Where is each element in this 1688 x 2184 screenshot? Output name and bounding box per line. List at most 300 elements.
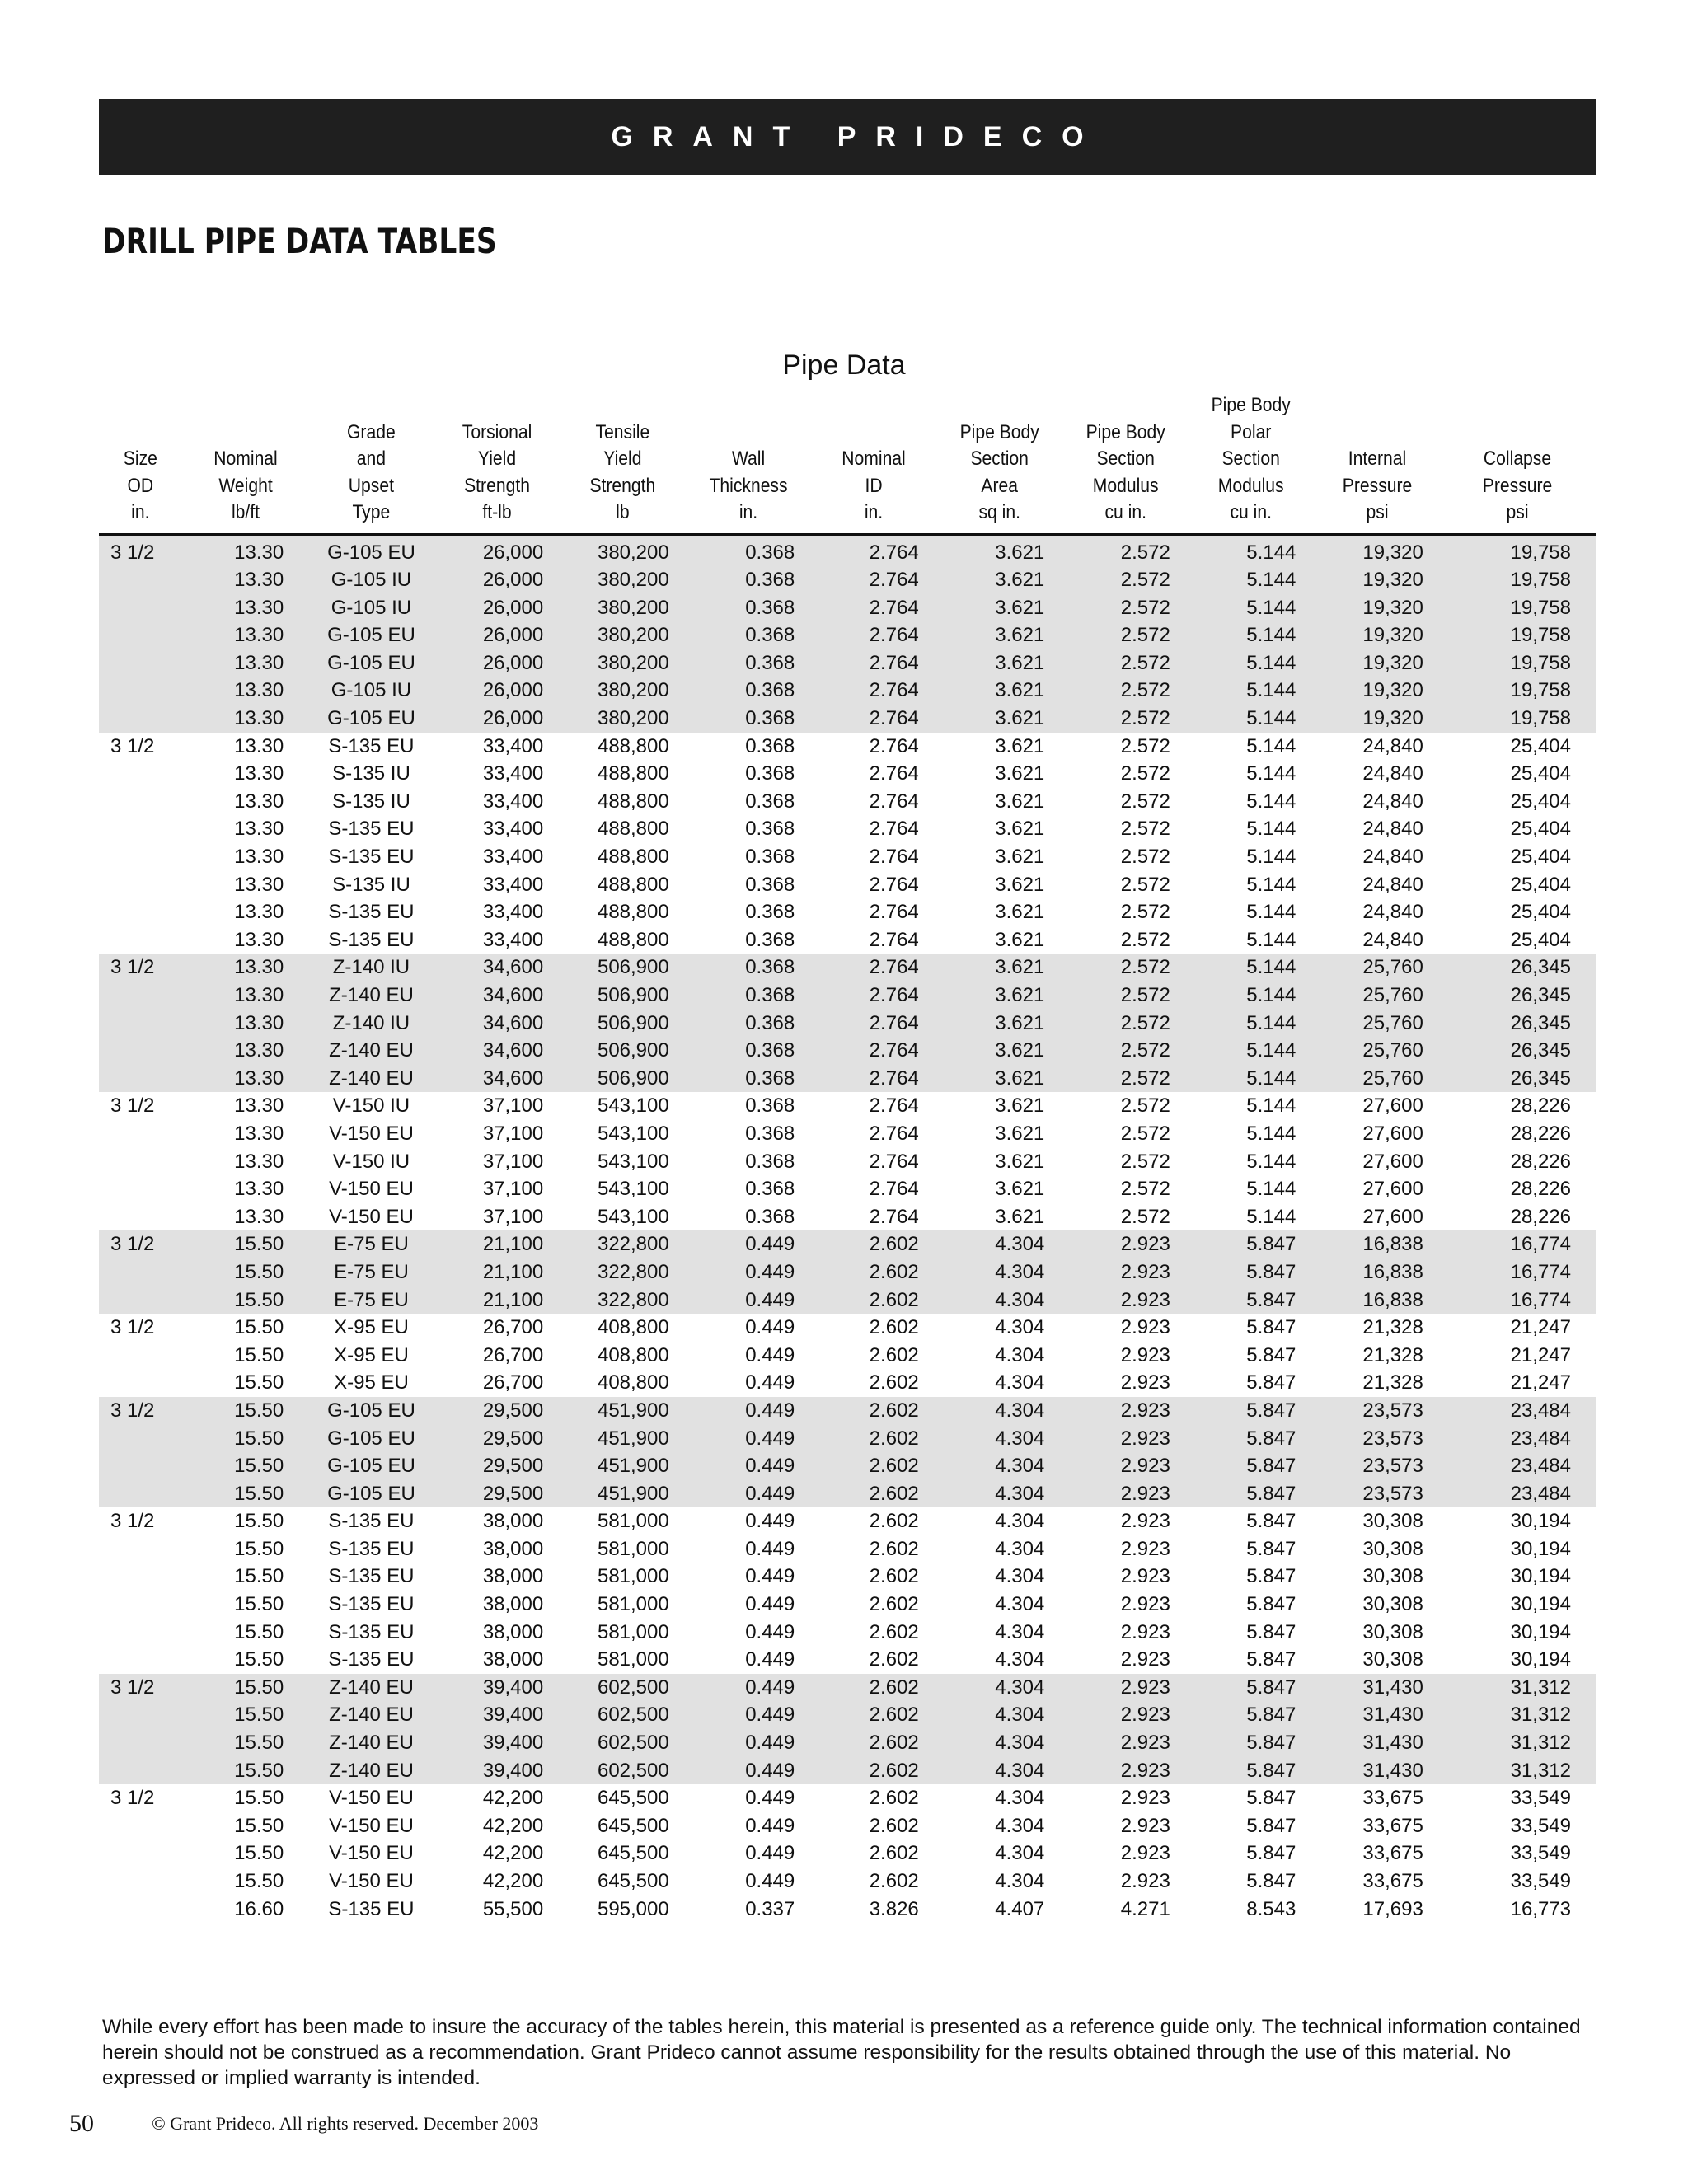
cell-collapse-pressure: 30,194	[1510, 1565, 1571, 1588]
cell-torsional-yield: 34,600	[434, 1037, 560, 1065]
cell-internal-pressure: 31,430	[1314, 1729, 1440, 1757]
table-row	[99, 1646, 1596, 1674]
cell-size-od: 3 1/2	[110, 1316, 155, 1339]
cell-tensile-yield: 380,200	[560, 621, 686, 649]
cell-section-area: 4.304	[937, 1230, 1063, 1258]
cell-grade-upset: V-150 EU	[329, 1122, 414, 1145]
cell-nominal-id: 2.764	[811, 954, 937, 982]
cell-collapse-pressure: 25,404	[1510, 818, 1571, 841]
cell-section-area: 3.621	[995, 1094, 1045, 1118]
cell-size-od: 3 1/2	[110, 734, 155, 757]
cell-wall-thickness: 0.449	[686, 1701, 812, 1729]
cell-polar-section-modulus: 5.144	[1189, 594, 1315, 622]
cell-grade-upset: X-95 EU	[334, 1316, 409, 1339]
cell-size-od	[99, 677, 183, 705]
table-row	[99, 1784, 1596, 1812]
cell-section-area: 4.304	[995, 1371, 1045, 1394]
cell-size-od	[99, 566, 183, 594]
cell-polar-section-modulus: 5.847	[1246, 1565, 1296, 1588]
table-row	[99, 1120, 1596, 1148]
cell-size-od	[99, 1120, 183, 1148]
cell-internal-pressure: 31,430	[1314, 1701, 1440, 1729]
cell-nominal-weight: 15.50	[234, 1371, 284, 1394]
cell-wall-thickness: 0.449	[686, 1674, 812, 1702]
cell-nominal-weight: 15.50	[234, 1316, 284, 1339]
cell-internal-pressure: 24,840	[1362, 818, 1423, 841]
cell-nominal-id: 2.764	[811, 566, 937, 594]
cell-torsional-yield: 38,000	[482, 1565, 544, 1588]
cell-torsional-yield: 33,400	[482, 734, 544, 757]
cell-tensile-yield: 581,000	[597, 1510, 669, 1533]
cell-nominal-id: 2.764	[811, 649, 937, 677]
cell-internal-pressure: 33,675	[1362, 1787, 1423, 1810]
cell-wall-thickness: 0.449	[686, 1480, 812, 1508]
cell-size-od	[99, 788, 183, 816]
cell-torsional-yield: 38,000	[482, 1593, 544, 1616]
cell-nominal-id: 2.764	[869, 1094, 919, 1118]
cell-size-od	[99, 1701, 183, 1729]
cell-size-od	[99, 1425, 183, 1453]
cell-nominal-weight: 13.30	[234, 901, 284, 924]
cell-tensile-yield: 451,900	[560, 1452, 686, 1480]
cell-tensile-yield: 543,100	[597, 1178, 669, 1201]
cell-internal-pressure: 23,573	[1314, 1425, 1440, 1453]
cell-grade-upset: Z-140 EU	[308, 1065, 434, 1093]
table-row	[99, 843, 1596, 871]
cell-section-modulus: 2.923	[1062, 1258, 1189, 1286]
brand-banner	[99, 99, 1596, 175]
pipe-data-table	[99, 392, 1596, 1923]
cell-collapse-pressure: 19,758	[1440, 705, 1596, 733]
cell-size-od	[99, 1646, 183, 1674]
cell-collapse-pressure: 19,758	[1440, 649, 1596, 677]
cell-section-area: 3.621	[937, 534, 1063, 566]
column-header-polar-section-modulus: Pipe Body Polar Section Modulus cu in.	[1189, 392, 1315, 534]
cell-wall-thickness: 0.449	[745, 1371, 795, 1394]
cell-nominal-weight: 15.50	[183, 1729, 309, 1757]
cell-collapse-pressure: 16,773	[1510, 1897, 1571, 1920]
cell-section-modulus: 2.572	[1120, 873, 1170, 896]
cell-section-modulus: 2.923	[1062, 1701, 1189, 1729]
cell-collapse-pressure: 19,758	[1440, 566, 1596, 594]
cell-tensile-yield: 581,000	[597, 1565, 669, 1588]
cell-collapse-pressure: 25,404	[1510, 762, 1571, 785]
cell-nominal-weight: 13.30	[234, 928, 284, 951]
column-header-size-od: Size OD in.	[99, 392, 183, 534]
table-row	[99, 1175, 1596, 1203]
table-row	[99, 1230, 1596, 1258]
column-header-wall-thickness: Wall Thickness in.	[686, 392, 812, 534]
column-header-section-area: Pipe Body Section Area sq in.	[937, 392, 1063, 534]
cell-section-modulus: 2.923	[1120, 1648, 1170, 1671]
cell-torsional-yield: 38,000	[482, 1648, 544, 1671]
cell-grade-upset: S-135 IU	[332, 762, 410, 785]
cell-tensile-yield: 506,900	[560, 982, 686, 1010]
cell-torsional-yield: 42,200	[482, 1842, 544, 1865]
cell-size-od	[99, 1175, 183, 1203]
section-title: Pipe Data	[782, 349, 906, 381]
cell-tensile-yield: 543,100	[597, 1122, 669, 1145]
cell-grade-upset: Z-140 EU	[308, 1674, 434, 1702]
cell-collapse-pressure: 21,247	[1510, 1371, 1571, 1394]
cell-tensile-yield: 451,900	[560, 1480, 686, 1508]
cell-polar-section-modulus: 5.144	[1189, 1037, 1315, 1065]
cell-nominal-id: 2.602	[811, 1258, 937, 1286]
cell-collapse-pressure: 16,774	[1440, 1230, 1596, 1258]
table-row	[99, 1369, 1596, 1397]
cell-nominal-weight: 15.50	[234, 1648, 284, 1671]
cell-section-area: 4.304	[995, 1620, 1045, 1643]
cell-wall-thickness: 0.449	[745, 1593, 795, 1616]
table-row	[99, 1092, 1596, 1120]
cell-size-od	[99, 871, 183, 899]
cell-torsional-yield: 37,100	[482, 1205, 544, 1228]
table-row	[99, 1757, 1596, 1785]
cell-section-area: 3.621	[937, 566, 1063, 594]
cell-collapse-pressure: 26,345	[1440, 1065, 1596, 1093]
table-row	[99, 1342, 1596, 1370]
cell-section-area: 3.621	[937, 649, 1063, 677]
cell-nominal-weight: 15.50	[183, 1286, 309, 1315]
cell-internal-pressure: 27,600	[1362, 1150, 1423, 1173]
cell-section-area: 3.621	[995, 1150, 1045, 1173]
cell-polar-section-modulus: 5.847	[1189, 1757, 1315, 1785]
cell-nominal-weight: 15.50	[183, 1425, 309, 1453]
cell-section-area: 3.621	[995, 762, 1045, 785]
cell-section-modulus: 2.572	[1062, 982, 1189, 1010]
cell-nominal-weight: 15.50	[234, 1510, 284, 1533]
cell-internal-pressure: 19,320	[1314, 621, 1440, 649]
cell-internal-pressure: 19,320	[1314, 534, 1440, 566]
cell-internal-pressure: 30,308	[1362, 1620, 1423, 1643]
cell-nominal-id: 2.764	[811, 1065, 937, 1093]
cell-section-area: 3.621	[995, 928, 1045, 951]
cell-polar-section-modulus: 8.543	[1246, 1897, 1296, 1920]
cell-tensile-yield: 645,500	[597, 1814, 669, 1837]
cell-polar-section-modulus: 5.144	[1246, 1205, 1296, 1228]
table-row	[99, 1896, 1596, 1924]
cell-size-od	[99, 1757, 183, 1785]
table-row	[99, 1812, 1596, 1840]
cell-section-area: 3.621	[937, 705, 1063, 733]
cell-collapse-pressure: 25,404	[1510, 734, 1571, 757]
cell-nominal-id: 2.764	[811, 534, 937, 566]
cell-grade-upset: Z-140 EU	[308, 1701, 434, 1729]
cell-nominal-id: 2.764	[811, 621, 937, 649]
cell-grade-upset: S-135 EU	[328, 928, 415, 951]
cell-nominal-weight: 13.30	[183, 649, 309, 677]
table-row	[99, 1563, 1596, 1591]
cell-wall-thickness: 0.368	[686, 534, 812, 566]
cell-section-modulus: 2.572	[1120, 846, 1170, 869]
cell-section-modulus: 2.572	[1062, 621, 1189, 649]
cell-tensile-yield: 602,500	[560, 1729, 686, 1757]
cell-section-modulus: 2.923	[1062, 1729, 1189, 1757]
cell-grade-upset: E-75 EU	[308, 1286, 434, 1315]
cell-internal-pressure: 31,430	[1314, 1674, 1440, 1702]
cell-section-modulus: 2.572	[1062, 594, 1189, 622]
cell-size-od	[99, 1037, 183, 1065]
cell-internal-pressure: 19,320	[1314, 594, 1440, 622]
cell-grade-upset: G-105 EU	[308, 649, 434, 677]
cell-polar-section-modulus: 5.847	[1189, 1674, 1315, 1702]
cell-nominal-weight: 15.50	[234, 1814, 284, 1837]
cell-section-modulus: 2.572	[1120, 734, 1170, 757]
cell-nominal-id: 2.764	[811, 705, 937, 733]
cell-torsional-yield: 26,000	[434, 594, 560, 622]
cell-wall-thickness: 0.449	[686, 1425, 812, 1453]
cell-nominal-id: 2.764	[869, 901, 919, 924]
cell-grade-upset: S-135 IU	[332, 790, 410, 813]
cell-nominal-weight: 13.30	[234, 818, 284, 841]
cell-nominal-weight: 13.30	[183, 1010, 309, 1038]
cell-section-modulus: 2.923	[1120, 1537, 1170, 1560]
cell-section-area: 3.621	[937, 677, 1063, 705]
cell-grade-upset: G-105 IU	[308, 594, 434, 622]
cell-polar-section-modulus: 5.144	[1246, 818, 1296, 841]
cell-section-area: 4.304	[937, 1452, 1063, 1480]
cell-collapse-pressure: 23,484	[1440, 1425, 1596, 1453]
cell-nominal-weight: 15.50	[183, 1258, 309, 1286]
cell-tensile-yield: 543,100	[597, 1150, 669, 1173]
cell-nominal-weight: 13.30	[183, 1037, 309, 1065]
cell-section-modulus: 2.572	[1062, 534, 1189, 566]
cell-size-od	[99, 1563, 183, 1591]
cell-polar-section-modulus: 5.144	[1246, 762, 1296, 785]
cell-torsional-yield: 33,400	[482, 873, 544, 896]
cell-nominal-weight: 15.50	[183, 1452, 309, 1480]
cell-polar-section-modulus: 5.144	[1189, 705, 1315, 733]
table-row	[99, 594, 1596, 622]
cell-torsional-yield: 39,400	[434, 1757, 560, 1785]
cell-size-od: 3 1/2	[110, 1094, 155, 1118]
cell-polar-section-modulus: 5.847	[1246, 1648, 1296, 1671]
cell-size-od	[99, 705, 183, 733]
cell-grade-upset: G-105 EU	[308, 1425, 434, 1453]
cell-torsional-yield: 33,400	[482, 762, 544, 785]
cell-section-area: 4.304	[937, 1258, 1063, 1286]
cell-internal-pressure: 24,840	[1362, 846, 1423, 869]
cell-internal-pressure: 25,760	[1314, 982, 1440, 1010]
cell-polar-section-modulus: 5.144	[1246, 873, 1296, 896]
cell-torsional-yield: 34,600	[434, 1010, 560, 1038]
table-row	[99, 1203, 1596, 1231]
cell-size-od	[99, 898, 183, 926]
cell-section-modulus: 2.572	[1062, 954, 1189, 982]
cell-nominal-weight: 13.30	[183, 982, 309, 1010]
cell-nominal-id: 2.602	[811, 1230, 937, 1258]
cell-nominal-id: 2.602	[811, 1397, 937, 1425]
cell-nominal-id: 2.764	[811, 594, 937, 622]
cell-section-area: 4.304	[995, 1537, 1045, 1560]
cell-internal-pressure: 27,600	[1362, 1094, 1423, 1118]
cell-size-od	[99, 1729, 183, 1757]
cell-nominal-weight: 13.30	[234, 1205, 284, 1228]
cell-nominal-id: 2.602	[869, 1510, 919, 1533]
cell-torsional-yield: 38,000	[482, 1510, 544, 1533]
cell-grade-upset: S-135 EU	[328, 818, 415, 841]
table-row	[99, 815, 1596, 843]
cell-section-modulus: 2.572	[1120, 790, 1170, 813]
cell-size-od	[99, 1840, 183, 1868]
table-row	[99, 1480, 1596, 1508]
column-header-section-modulus: Pipe Body Section Modulus cu in.	[1062, 392, 1189, 534]
cell-tensile-yield: 451,900	[560, 1425, 686, 1453]
cell-internal-pressure: 25,760	[1314, 1037, 1440, 1065]
cell-tensile-yield: 506,900	[560, 1037, 686, 1065]
cell-nominal-id: 3.826	[869, 1897, 919, 1920]
cell-nominal-id: 2.602	[869, 1842, 919, 1865]
cell-section-modulus: 2.923	[1120, 1565, 1170, 1588]
cell-internal-pressure: 23,573	[1314, 1397, 1440, 1425]
cell-grade-upset: V-150 EU	[329, 1870, 414, 1892]
cell-section-area: 3.621	[937, 621, 1063, 649]
cell-nominal-id: 2.764	[869, 734, 919, 757]
cell-tensile-yield: 543,100	[597, 1094, 669, 1118]
cell-section-modulus: 2.572	[1062, 1010, 1189, 1038]
table-row	[99, 1840, 1596, 1868]
cell-nominal-id: 2.602	[869, 1593, 919, 1616]
cell-nominal-weight: 13.30	[183, 705, 309, 733]
cell-polar-section-modulus: 5.847	[1189, 1286, 1315, 1315]
cell-tensile-yield: 488,800	[597, 762, 669, 785]
cell-grade-upset: S-135 EU	[328, 1510, 415, 1533]
cell-polar-section-modulus: 5.144	[1246, 1150, 1296, 1173]
cell-section-modulus: 2.923	[1120, 1814, 1170, 1837]
table-row	[99, 1286, 1596, 1315]
column-header-nominal-id: Nominal ID in.	[811, 392, 937, 534]
cell-section-area: 4.304	[995, 1316, 1045, 1339]
cell-nominal-weight: 15.50	[234, 1620, 284, 1643]
cell-torsional-yield: 33,400	[482, 818, 544, 841]
cell-torsional-yield: 29,500	[434, 1452, 560, 1480]
column-header-collapse-pressure: Collapse Pressure psi	[1440, 392, 1596, 534]
cell-wall-thickness: 0.368	[745, 762, 795, 785]
cell-collapse-pressure: 23,484	[1440, 1397, 1596, 1425]
cell-torsional-yield: 26,000	[434, 649, 560, 677]
cell-nominal-weight: 15.50	[234, 1842, 284, 1865]
cell-nominal-weight: 13.30	[234, 734, 284, 757]
cell-nominal-id: 2.602	[811, 1425, 937, 1453]
cell-size-od	[99, 1535, 183, 1563]
cell-wall-thickness: 0.449	[745, 1537, 795, 1560]
cell-wall-thickness: 0.337	[745, 1897, 795, 1920]
cell-size-od: 3 1/2	[99, 1397, 183, 1425]
cell-grade-upset: S-135 EU	[328, 846, 415, 869]
cell-internal-pressure: 21,328	[1362, 1343, 1423, 1366]
cell-internal-pressure: 33,675	[1362, 1870, 1423, 1892]
cell-section-modulus: 2.572	[1062, 566, 1189, 594]
cell-tensile-yield: 602,500	[560, 1674, 686, 1702]
cell-section-area: 3.621	[995, 846, 1045, 869]
cell-wall-thickness: 0.368	[745, 928, 795, 951]
cell-polar-section-modulus: 5.144	[1189, 982, 1315, 1010]
cell-section-area: 3.621	[995, 901, 1045, 924]
table-row	[99, 534, 1596, 566]
cell-wall-thickness: 0.368	[745, 818, 795, 841]
cell-section-modulus: 2.572	[1120, 1178, 1170, 1201]
cell-internal-pressure: 27,600	[1362, 1122, 1423, 1145]
table-row	[99, 705, 1596, 733]
cell-internal-pressure: 30,308	[1362, 1648, 1423, 1671]
cell-nominal-id: 2.764	[869, 1178, 919, 1201]
cell-section-modulus: 2.572	[1062, 677, 1189, 705]
cell-torsional-yield: 26,000	[434, 677, 560, 705]
cell-torsional-yield: 29,500	[434, 1425, 560, 1453]
cell-wall-thickness: 0.449	[745, 1620, 795, 1643]
cell-collapse-pressure: 19,758	[1440, 677, 1596, 705]
table-row	[99, 1701, 1596, 1729]
cell-section-modulus: 2.923	[1062, 1230, 1189, 1258]
page-title: DRILL PIPE DATA TABLES	[102, 221, 497, 261]
cell-nominal-id: 2.764	[869, 1205, 919, 1228]
copyright-notice: © Grant Prideco. All rights reserved. December 2003	[152, 2113, 539, 2134]
table-row	[99, 1452, 1596, 1480]
cell-grade-upset: G-105 IU	[308, 677, 434, 705]
cell-nominal-id: 2.764	[869, 762, 919, 785]
cell-internal-pressure: 24,840	[1362, 790, 1423, 813]
table-row	[99, 788, 1596, 816]
cell-tensile-yield: 408,800	[597, 1371, 669, 1394]
cell-nominal-weight: 13.30	[183, 954, 309, 982]
brand-name: GRANT PRIDECO	[611, 120, 1104, 152]
cell-polar-section-modulus: 5.144	[1246, 846, 1296, 869]
cell-size-od	[99, 1896, 183, 1924]
cell-section-modulus: 2.923	[1120, 1510, 1170, 1533]
table-row	[99, 1591, 1596, 1619]
cell-section-modulus: 2.923	[1062, 1674, 1189, 1702]
cell-grade-upset: V-150 IU	[332, 1150, 410, 1173]
cell-nominal-weight: 15.50	[183, 1480, 309, 1508]
cell-section-modulus: 2.923	[1120, 1316, 1170, 1339]
cell-polar-section-modulus: 5.847	[1189, 1425, 1315, 1453]
table-row	[99, 954, 1596, 982]
cell-internal-pressure: 24,840	[1362, 734, 1423, 757]
cell-polar-section-modulus: 5.144	[1189, 566, 1315, 594]
cell-section-modulus: 2.572	[1120, 1205, 1170, 1228]
cell-tensile-yield: 380,200	[560, 566, 686, 594]
cell-tensile-yield: 645,500	[597, 1787, 669, 1810]
cell-nominal-weight: 15.50	[183, 1230, 309, 1258]
cell-internal-pressure: 23,573	[1314, 1452, 1440, 1480]
cell-grade-upset: G-105 EU	[308, 1480, 434, 1508]
cell-nominal-id: 2.764	[869, 790, 919, 813]
cell-section-area: 4.304	[995, 1814, 1045, 1837]
cell-torsional-yield: 38,000	[482, 1537, 544, 1560]
cell-nominal-id: 2.764	[811, 982, 937, 1010]
cell-section-area: 4.304	[995, 1593, 1045, 1616]
cell-collapse-pressure: 21,247	[1510, 1343, 1571, 1366]
cell-collapse-pressure: 28,226	[1510, 1122, 1571, 1145]
cell-collapse-pressure: 28,226	[1510, 1205, 1571, 1228]
cell-grade-upset: S-135 EU	[328, 901, 415, 924]
cell-torsional-yield: 42,200	[482, 1787, 544, 1810]
cell-wall-thickness: 0.449	[745, 1870, 795, 1892]
cell-internal-pressure: 19,320	[1314, 705, 1440, 733]
cell-nominal-weight: 15.50	[234, 1343, 284, 1366]
cell-polar-section-modulus: 5.144	[1189, 954, 1315, 982]
cell-section-modulus: 2.923	[1120, 1593, 1170, 1616]
cell-nominal-weight: 13.30	[183, 1065, 309, 1093]
cell-grade-upset: G-105 EU	[308, 1452, 434, 1480]
cell-grade-upset: X-95 EU	[334, 1371, 409, 1394]
cell-internal-pressure: 19,320	[1314, 649, 1440, 677]
cell-size-od	[99, 843, 183, 871]
cell-nominal-id: 2.602	[869, 1787, 919, 1810]
table-row	[99, 760, 1596, 788]
cell-section-area: 3.621	[937, 1065, 1063, 1093]
cell-grade-upset: Z-140 EU	[308, 1757, 434, 1785]
